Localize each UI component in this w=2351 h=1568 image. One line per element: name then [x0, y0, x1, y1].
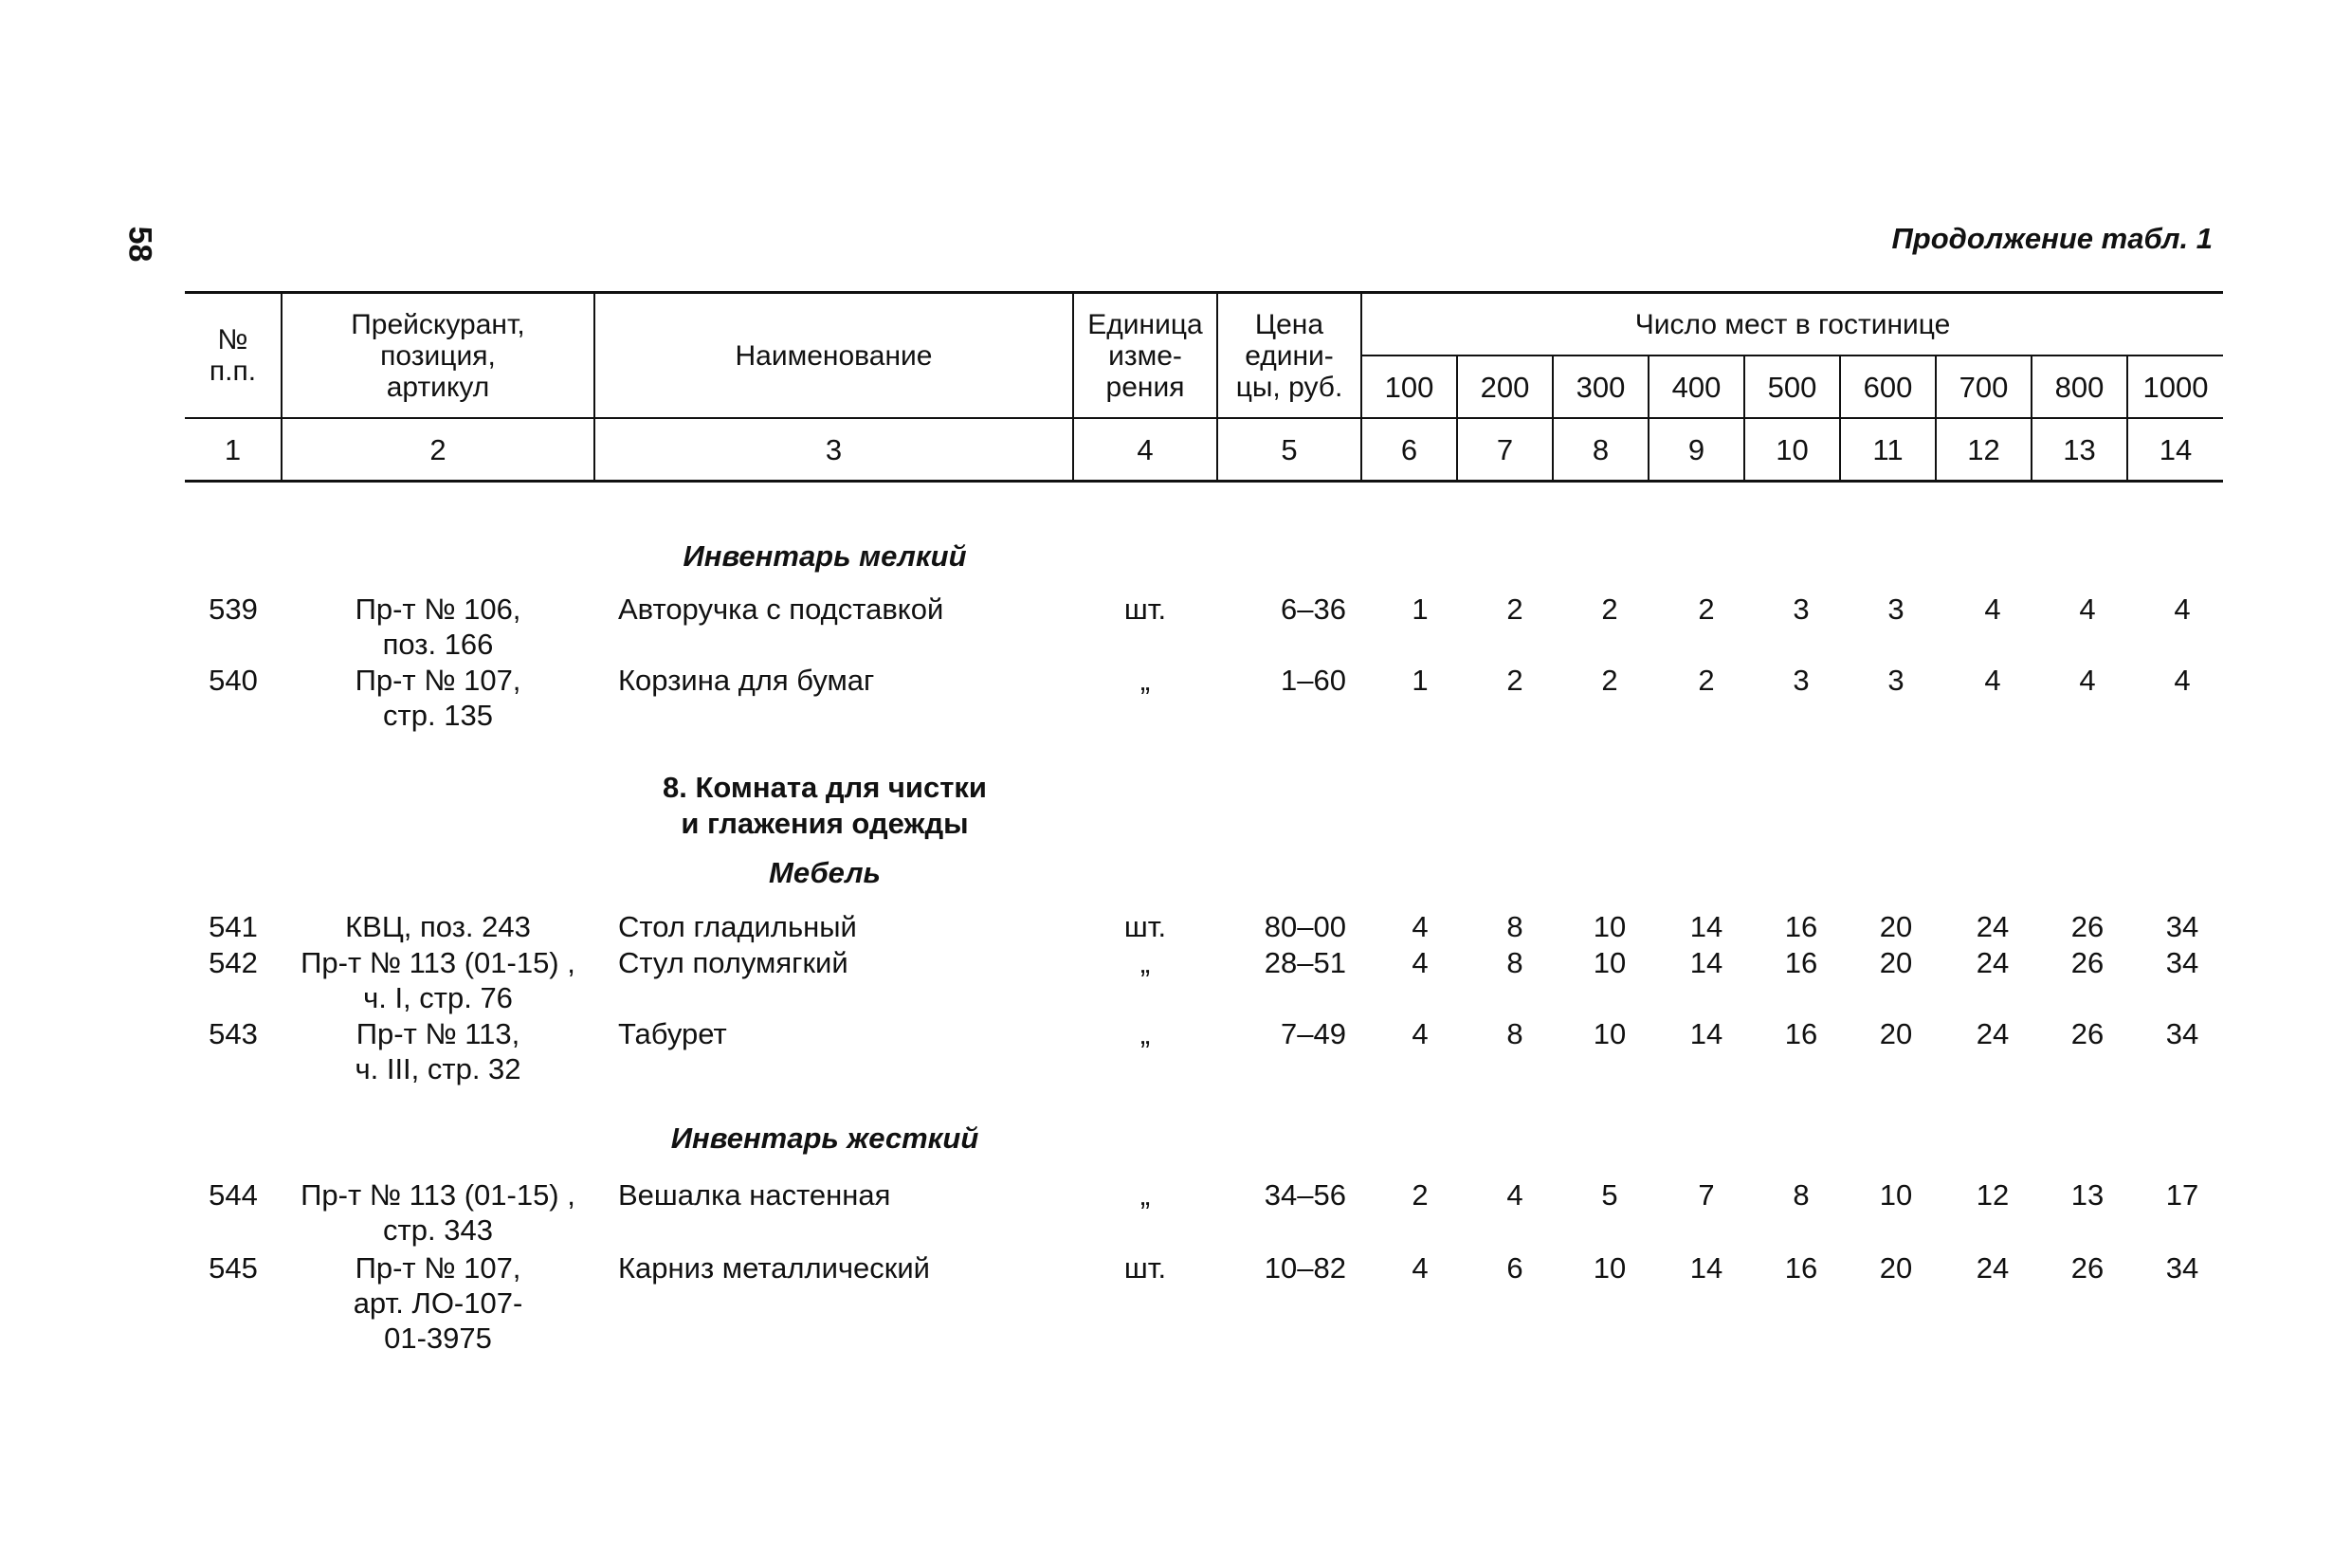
column-number: 7 — [1457, 418, 1553, 482]
header-capacity: 100 — [1361, 356, 1457, 418]
quantity-cell: 1 — [1412, 593, 1429, 626]
price-list-ref: 01-3975 — [384, 1322, 492, 1355]
quantity-cell: 34 — [2165, 1017, 2199, 1050]
quantity-cell: 4 — [2174, 664, 2191, 697]
quantity-cell: 6 — [1506, 1251, 1523, 1285]
quantity-cell: 24 — [1976, 1251, 2010, 1285]
quantity-cell: 4 — [1412, 946, 1429, 979]
header-capacity: 300 — [1553, 356, 1649, 418]
quantity-cell: 2 — [1601, 593, 1618, 626]
price-list-ref: поз. 166 — [382, 628, 494, 661]
column-number: 5 — [1217, 418, 1361, 482]
price-list-ref: Пр-т № 106, — [355, 593, 521, 626]
quantity-cell: 2 — [1412, 1178, 1429, 1212]
quantity-cell: 34 — [2165, 946, 2199, 979]
header-capacity: 800 — [2032, 356, 2127, 418]
header-capacity-group: Число мест в гостинице — [1361, 293, 2223, 356]
row-number: 545 — [209, 1251, 258, 1285]
column-number: 4 — [1073, 418, 1217, 482]
quantity-cell: 3 — [1887, 664, 1904, 697]
header-capacity: 500 — [1744, 356, 1840, 418]
quantity-cell: 10 — [1593, 910, 1627, 943]
unit-of-measure: шт. — [1123, 593, 1167, 626]
item-name: Авторучка с подставкой — [618, 593, 944, 626]
quantity-cell: 14 — [1689, 946, 1723, 979]
quantity-cell: 26 — [2070, 1251, 2105, 1285]
quantity-cell: 3 — [1793, 593, 1810, 626]
unit-price: 6–36 — [1281, 593, 1346, 626]
column-number: 6 — [1361, 418, 1457, 482]
quantity-cell: 20 — [1879, 1251, 1913, 1285]
column-number: 11 — [1840, 418, 1936, 482]
price-list-ref: ч. I, стр. 76 — [363, 981, 513, 1014]
unit-price: 80–00 — [1264, 910, 1346, 943]
price-list-ref: Пр-т № 113, — [355, 1017, 520, 1050]
quantity-cell: 20 — [1879, 910, 1913, 943]
page-number: 58 — [121, 226, 158, 263]
quantity-cell: 3 — [1887, 593, 1904, 626]
unit-price: 10–82 — [1264, 1251, 1346, 1285]
quantity-cell: 24 — [1976, 910, 2010, 943]
header-name: Наименование — [594, 293, 1073, 419]
quantity-cell: 12 — [1976, 1178, 2010, 1212]
section-heading: Инвентарь жесткий — [670, 1121, 979, 1155]
quantity-cell: 2 — [1698, 593, 1715, 626]
quantity-cell: 4 — [1412, 1017, 1429, 1050]
unit-of-measure: шт. — [1123, 1251, 1167, 1285]
quantity-cell: 20 — [1879, 946, 1913, 979]
item-name: Табурет — [618, 1017, 727, 1050]
price-list-ref: КВЦ, поз. 243 — [345, 910, 531, 943]
quantity-cell: 16 — [1784, 1017, 1818, 1050]
quantity-cell: 8 — [1506, 946, 1523, 979]
column-number: 3 — [594, 418, 1073, 482]
quantity-cell: 26 — [2070, 910, 2105, 943]
column-number: 12 — [1936, 418, 2032, 482]
row-number: 540 — [209, 664, 258, 697]
header-capacity: 1000 — [2127, 356, 2223, 418]
price-list-ref: Пр-т № 113 (01-15) , — [301, 946, 575, 979]
item-name: Карниз металлический — [618, 1251, 930, 1285]
quantity-cell: 4 — [1506, 1178, 1523, 1212]
quantity-cell: 5 — [1601, 1178, 1618, 1212]
row-number: 541 — [209, 910, 258, 943]
quantity-cell: 24 — [1976, 1017, 2010, 1050]
quantity-cell: 20 — [1879, 1017, 1913, 1050]
quantity-cell: 1 — [1412, 664, 1429, 697]
quantity-cell: 4 — [1984, 593, 2001, 626]
table-continuation-label: Продолжение табл. 1 — [1891, 222, 2213, 255]
quantity-cell: 4 — [1984, 664, 2001, 697]
unit-of-measure: „ — [1139, 664, 1151, 697]
header-price: Цена едини- цы, руб. — [1217, 293, 1361, 419]
section-heading: и глажения одежды — [681, 807, 969, 840]
quantity-cell: 2 — [1506, 593, 1523, 626]
quantity-cell: 26 — [2070, 946, 2105, 979]
quantity-cell: 13 — [2070, 1178, 2105, 1212]
quantity-cell: 7 — [1698, 1178, 1715, 1212]
quantity-cell: 16 — [1784, 1251, 1818, 1285]
section-heading: Мебель — [769, 856, 881, 889]
quantity-cell: 16 — [1784, 946, 1818, 979]
unit-price: 7–49 — [1281, 1017, 1346, 1050]
header-no: № п.п. — [185, 293, 282, 419]
header-capacity: 400 — [1649, 356, 1744, 418]
quantity-cell: 2 — [1601, 664, 1618, 697]
column-number: 10 — [1744, 418, 1840, 482]
quantity-cell: 17 — [2165, 1178, 2199, 1212]
row-number: 544 — [209, 1178, 258, 1212]
column-number: 13 — [2032, 418, 2127, 482]
column-number: 9 — [1649, 418, 1744, 482]
quantity-cell: 14 — [1689, 1251, 1723, 1285]
header-capacity: 700 — [1936, 356, 2032, 418]
quantity-cell: 10 — [1593, 1017, 1627, 1050]
quantity-cell: 8 — [1793, 1178, 1810, 1212]
unit-of-measure: „ — [1139, 1017, 1151, 1050]
quantity-cell: 2 — [1506, 664, 1523, 697]
item-name: Корзина для бумаг — [618, 664, 875, 697]
quantity-cell: 4 — [1412, 910, 1429, 943]
unit-price: 28–51 — [1264, 946, 1346, 979]
header-capacity: 600 — [1840, 356, 1936, 418]
header-capacity: 200 — [1457, 356, 1553, 418]
price-list-ref: Пр-т № 107, — [355, 1251, 521, 1285]
price-list-ref: арт. ЛО-107- — [353, 1286, 523, 1320]
row-number: 542 — [209, 946, 258, 979]
unit-price: 34–56 — [1264, 1178, 1346, 1212]
item-name: Стол гладильный — [618, 910, 857, 943]
quantity-cell: 34 — [2165, 1251, 2199, 1285]
quantity-cell: 10 — [1879, 1178, 1913, 1212]
unit-of-measure: шт. — [1123, 910, 1167, 943]
price-list-ref: Пр-т № 113 (01-15) , — [301, 1178, 575, 1212]
item-name: Вешалка настенная — [618, 1178, 891, 1212]
column-number: 2 — [282, 418, 594, 482]
quantity-cell: 3 — [1793, 664, 1810, 697]
price-list-ref: стр. 135 — [383, 699, 493, 732]
unit-of-measure: „ — [1139, 946, 1151, 979]
quantity-cell: 8 — [1506, 1017, 1523, 1050]
column-number: 1 — [185, 418, 282, 482]
row-number: 539 — [209, 593, 258, 626]
header-unit: Единица изме- рения — [1073, 293, 1217, 419]
quantity-cell: 2 — [1698, 664, 1715, 697]
price-list-ref: стр. 343 — [383, 1213, 493, 1247]
unit-of-measure: „ — [1139, 1178, 1151, 1212]
price-list-ref: Пр-т № 107, — [355, 664, 521, 697]
quantity-cell: 14 — [1689, 910, 1723, 943]
section-heading: Инвентарь мелкий — [683, 539, 967, 573]
price-list-ref: ч. III, стр. 32 — [355, 1052, 521, 1085]
column-number: 8 — [1553, 418, 1649, 482]
quantity-cell: 10 — [1593, 1251, 1627, 1285]
quantity-cell: 10 — [1593, 946, 1627, 979]
quantity-cell: 8 — [1506, 910, 1523, 943]
quantity-cell: 4 — [2174, 593, 2191, 626]
quantity-cell: 14 — [1689, 1017, 1723, 1050]
quantity-cell: 26 — [2070, 1017, 2105, 1050]
unit-price: 1–60 — [1281, 664, 1346, 697]
quantity-cell: 4 — [2079, 593, 2096, 626]
row-number: 543 — [209, 1017, 258, 1050]
item-name: Стул полумягкий — [618, 946, 848, 979]
quantity-cell: 4 — [1412, 1251, 1429, 1285]
quantity-cell: 24 — [1976, 946, 2010, 979]
quantity-cell: 34 — [2165, 910, 2199, 943]
section-heading: 8. Комната для чистки — [663, 771, 987, 804]
column-number: 14 — [2127, 418, 2223, 482]
quantity-cell: 4 — [2079, 664, 2096, 697]
quantity-cell: 16 — [1784, 910, 1818, 943]
header-price-list: Прейскурант, позиция, артикул — [282, 293, 594, 419]
